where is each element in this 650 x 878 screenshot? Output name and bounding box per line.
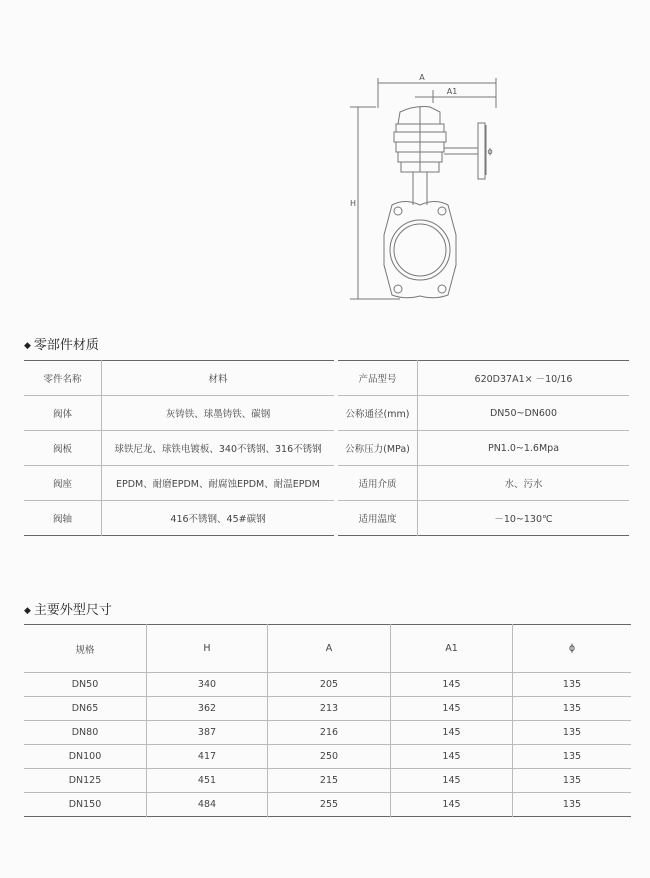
h-cell: 362 [147,697,268,721]
header-a: A [268,625,391,673]
a1-cell: 145 [391,745,513,769]
parts-section-title: ◆ 零部件材质 [24,338,99,353]
phi-cell: 135 [513,721,632,745]
diamond-icon: ◆ [24,341,31,351]
spec-label-cell: 适用介质 [338,466,418,501]
dim-label-a: A [419,73,425,82]
header-a1: A1 [391,625,513,673]
spec-value-cell: DN50~DN600 [418,396,630,431]
a-cell: 215 [268,769,391,793]
table-row [24,673,631,697]
header-phi: ϕ [568,643,576,654]
material-cell: EPDM、耐磨EPDM、耐腐蚀EPDM、耐温EPDM [102,466,335,501]
h-cell: 340 [147,673,268,697]
part-name-cell: 阀轴 [24,501,102,536]
spec-cell: DN125 [24,769,147,793]
dimensions-table [24,624,631,817]
spec-value-cell: 水、污水 [418,466,630,501]
table-row [24,431,334,466]
part-name-cell: 阀体 [24,396,102,431]
table-row [24,697,631,721]
table-row [24,721,631,745]
spec-cell: DN80 [24,721,147,745]
table-row [338,431,629,466]
a-cell: 213 [268,697,391,721]
spec-label-cell: 产品型号 [338,361,418,396]
spec-value-cell: －10~130℃ [494,514,553,525]
spec-value-cell: 620D37A1× －10/16 [418,361,630,396]
table-row [24,793,631,817]
phi-cell: 135 [513,769,632,793]
table-row [24,396,334,431]
dim-label-h: H [349,199,357,208]
a-cell: 250 [268,745,391,769]
table-row [338,396,629,431]
a1-cell: 145 [391,769,513,793]
parts-material-table [24,360,334,536]
h-cell: 387 [147,721,268,745]
part-name-cell: 阀座 [24,466,102,501]
a1-cell: 145 [391,673,513,697]
a-cell: 255 [268,793,391,817]
h-cell: 417 [147,745,268,769]
header-spec: 规格 [24,625,147,673]
phi-cell: 135 [513,697,632,721]
table-row [338,466,629,501]
table-row [24,361,334,396]
diamond-icon: ◆ [24,606,31,616]
material-cell: 灰铸铁、球墨铸铁、碳钢 [102,396,335,431]
h-cell: 484 [147,793,268,817]
material-cell: 球铁尼龙、球铁电镀板、340不锈钢、316不锈钢 [102,431,335,466]
phi-cell: 135 [513,673,632,697]
phi-cell: 135 [513,745,632,769]
part-name-cell: 阀板 [24,431,102,466]
spec-value-cell: PN1.0~1.6Mpa [418,431,630,466]
h-cell: 451 [147,769,268,793]
dim-label-a1: A1 [446,87,458,96]
a1-cell: 145 [391,697,513,721]
table-header-row [24,625,631,673]
material-cell: 416不锈钢、45#碳钢 [170,514,266,525]
header-material: 材料 [102,361,335,396]
table-row [24,745,631,769]
spec-cell: DN65 [24,697,147,721]
header-h: H [147,625,268,673]
spec-cell: DN50 [24,673,147,697]
table-row [24,769,631,793]
valve-drawing [340,70,510,310]
a1-cell: 145 [391,793,513,817]
spec-label-cell: 公称通径(mm) [338,396,418,431]
a1-cell: 145 [391,721,513,745]
table-row [24,466,334,501]
spec-label-cell: 公称压力(MPa) [338,431,418,466]
dims-section-title: ◆ 主要外型尺寸 [24,603,112,618]
dim-label-phi: ϕ [487,147,493,156]
a-cell: 205 [268,673,391,697]
spec-label-cell: 适用温度 [338,501,418,536]
spec-cell: DN100 [24,745,147,769]
header-part-name: 零件名称 [24,361,102,396]
a-cell: 216 [268,721,391,745]
table-row [338,361,629,396]
table-row [24,501,334,536]
product-spec-table [338,360,629,536]
table-row [338,501,629,536]
phi-cell: 135 [513,793,632,817]
spec-cell: DN150 [24,793,147,817]
